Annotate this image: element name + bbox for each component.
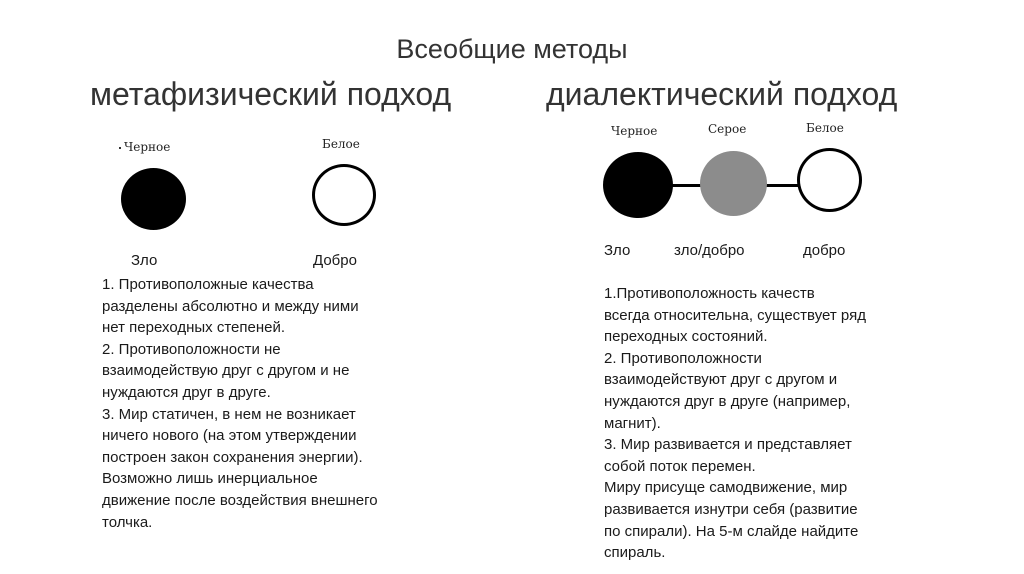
right-line: собой поток перемен. xyxy=(604,457,756,475)
left-line: ничего нового (на этом утверждении xyxy=(102,427,357,445)
right-line: 1.Противоположность качеств xyxy=(604,285,815,302)
right-line: 2. Противоположности xyxy=(604,349,762,367)
left-caption-white: Белое xyxy=(322,137,360,151)
right-description xyxy=(604,283,934,564)
right-line: спираль. xyxy=(604,544,666,562)
left-line: 3. Мир статичен, в нем не возникает xyxy=(102,405,356,423)
right-caption-white: Белое xyxy=(806,121,844,135)
left-line: движение после воздействия внешнего xyxy=(102,491,378,509)
left-line: Возможно лишь инерциальное xyxy=(102,470,318,488)
right-line: по спирали). На 5-м слайде найдите xyxy=(604,522,859,540)
right-caption-gray: Серое xyxy=(708,122,747,136)
right-line: развивается изнутри себя (развитие xyxy=(604,500,858,518)
right-line: нуждаются друг в друге (например, xyxy=(604,392,851,410)
subtitle-dialectical: диалектический подход xyxy=(546,76,898,112)
left-line: построен закон сохранения энергии). xyxy=(102,448,363,466)
left-line: толчка. xyxy=(102,513,153,531)
right-line: магнит). xyxy=(604,414,661,432)
slide-title: Всеобщие методы xyxy=(396,34,628,64)
subtitle-metaphysical: метафизический подход xyxy=(90,76,452,112)
right-line: всегда относительна, существует ряд xyxy=(604,306,866,324)
left-label-good: Добро xyxy=(313,252,357,269)
right-gray-circle xyxy=(700,151,767,216)
left-caption-black: Черное xyxy=(124,140,171,154)
left-line: разделены абсолютно и между ними xyxy=(102,297,359,315)
right-line: 3. Мир развивается и представляет xyxy=(604,436,852,454)
right-black-circle xyxy=(603,152,673,218)
right-caption-black: Черное xyxy=(611,124,658,138)
right-line: переходных состояний. xyxy=(604,328,768,346)
left-line: взаимодействую друг с другом и не xyxy=(102,362,350,380)
right-line: Миру присуще самодвижение, мир xyxy=(604,479,848,497)
left-black-circle xyxy=(121,168,186,230)
left-line: нет переходных степеней. xyxy=(102,319,285,337)
right-label-evil-good: зло/добро xyxy=(674,242,745,259)
left-white-circle xyxy=(312,164,376,226)
left-line: 2. Противоположности не xyxy=(102,340,281,358)
left-line: нуждаются друг в друге. xyxy=(102,383,271,401)
left-description xyxy=(102,274,442,533)
left-label-evil: Зло xyxy=(131,252,158,269)
left-dot-mark xyxy=(119,147,121,149)
right-line: взаимодействуют друг с другом и xyxy=(604,371,838,389)
right-label-evil: Зло xyxy=(604,242,631,259)
right-label-good: добро xyxy=(803,242,846,259)
right-white-circle xyxy=(797,148,862,212)
left-line: 1. Противоположные качества xyxy=(102,276,314,293)
